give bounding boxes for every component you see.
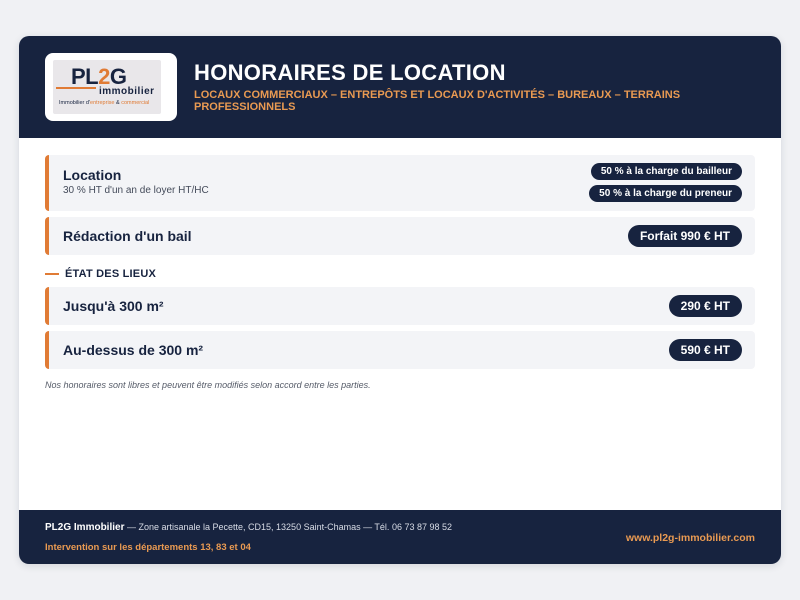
logo-tagline: Immobilier d'entreprise & commercial: [59, 100, 150, 106]
disclaimer-note: Nos honoraires sont libres et peuvent être modifiés selon accord entre les parties.: [45, 380, 371, 390]
badge-price: 590 € HT: [669, 339, 742, 361]
page-subtitle: LOCAUX COMMERCIAUX – ENTREPÔTS ET LOCAUX D'ACTIVITÉS – BUREAUX – TERRAINS PROFESSIONNELS: [194, 89, 681, 113]
badge-price: 290 € HT: [669, 295, 742, 317]
footer-zones: Intervention sur les départements 13, 83 et 04: [45, 542, 251, 553]
row-label: Rédaction d'un bail: [63, 228, 192, 244]
row-label: Jusqu'à 300 m²: [63, 298, 164, 314]
logo-image: [53, 60, 161, 114]
row-description: 30 % HT d'un an de loyer HT/HC: [63, 185, 209, 196]
page-title: HONORAIRES DE LOCATION: [194, 60, 506, 85]
logo-subtext: immobilier: [99, 86, 155, 97]
section-title: ÉTAT DES LIEUX: [65, 268, 157, 280]
footer-address: — Zone artisanale la Pecette, CD15, 13250 Saint-Chamas — Tél. 06 73 87 98 52: [124, 522, 452, 532]
logo-wordmark: PL2G: [71, 64, 127, 89]
header: [19, 36, 781, 138]
logo: [45, 53, 177, 121]
badge-price: Forfait 990 € HT: [628, 225, 742, 247]
fee-card: [19, 36, 781, 564]
row-redaction-bail: [45, 217, 755, 255]
row-etat-small: [45, 287, 755, 325]
row-label: Au-dessus de 300 m²: [63, 342, 204, 358]
footer-contact: [45, 522, 452, 533]
row-etat-large: [45, 331, 755, 369]
website-link[interactable]: www.pl2g-immobilier.com: [625, 532, 755, 544]
row-location: [45, 155, 755, 211]
row-label: Location: [63, 167, 122, 183]
section-bar: [45, 273, 59, 275]
footer: [19, 510, 781, 564]
badge-bailleur: 50 % à la charge du bailleur: [591, 163, 742, 180]
badge-preneur: 50 % à la charge du preneur: [589, 185, 742, 202]
footer-company: PL2G Immobilier: [45, 522, 125, 533]
